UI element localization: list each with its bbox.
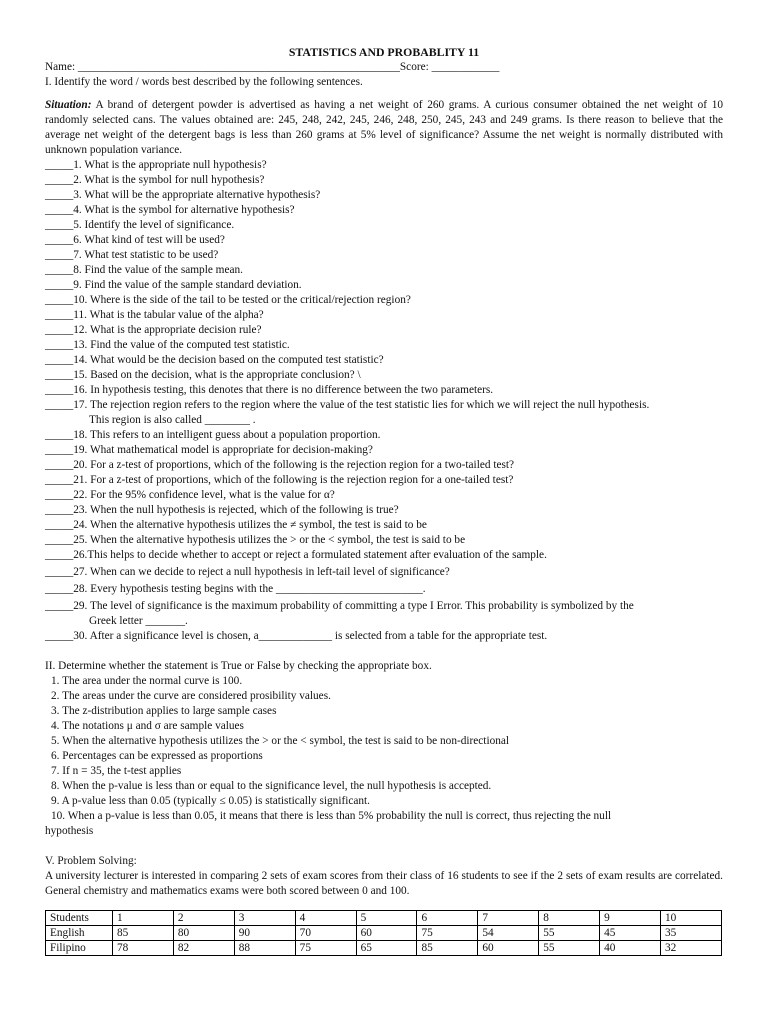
question-continuation: This region is also called ________ . — [89, 414, 256, 426]
table-cell: 32 — [661, 941, 722, 956]
name-score-line: Name: _________________________________________________________Score: ____________ — [45, 61, 500, 73]
table-cell: 45 — [600, 926, 661, 941]
situation-paragraph — [45, 98, 723, 158]
table-cell: 2 — [173, 911, 234, 926]
tf-continuation: hypothesis — [45, 825, 94, 837]
question-item: _____20. For a z-test of proportions, which of the following is the rejection region for a two-tailed test? — [45, 459, 515, 471]
question-item: _____13. Find the value of the computed test statistic. — [45, 339, 290, 351]
question-item: _____19. What mathematical model is appropriate for decision-making? — [45, 444, 373, 456]
question-item: _____10. Where is the side of the tail to be tested or the critical/rejection region? — [45, 294, 411, 306]
question-item: _____26.This helps to decide whether to accept or reject a formulated statement after evaluation of the sample. — [45, 549, 547, 561]
tf-item: 8. When the p-value is less than or equal to the significance level, the null hypothesis is accepted. — [51, 780, 492, 792]
tf-item: 1. The area under the normal curve is 100. — [51, 675, 243, 687]
part1-heading: I. Identify the word / words best described by the following sentences. — [45, 76, 363, 88]
question-item: _____6. What kind of test will be used? — [45, 234, 225, 246]
table-cell: 8 — [539, 911, 600, 926]
question-item: _____12. What is the appropriate decision rule? — [45, 324, 262, 336]
table-cell: 90 — [234, 926, 295, 941]
table-cell: 7 — [478, 911, 539, 926]
table-row-header: Students — [46, 911, 113, 926]
tf-item: 6. Percentages can be expressed as proportions — [51, 750, 263, 762]
question-item: _____22. For the 95% confidence level, what is the value for α? — [45, 489, 335, 501]
table-row — [46, 911, 722, 926]
question-item: _____27. When can we decide to reject a null hypothesis in left-tail level of significance? — [45, 566, 450, 578]
question-item: _____24. When the alternative hypothesis utilizes the ≠ symbol, the test is said to be — [45, 519, 427, 531]
table-cell: 35 — [661, 926, 722, 941]
table-cell: 1 — [113, 911, 174, 926]
worksheet-title: STATISTICS AND PROBABLITY 11 — [288, 45, 480, 59]
table-cell: 10 — [661, 911, 722, 926]
table-cell: 40 — [600, 941, 661, 956]
question-item: _____2. What is the symbol for null hypothesis? — [45, 174, 265, 186]
spacer — [45, 90, 723, 98]
table-cell: 78 — [113, 941, 174, 956]
question-item: _____16. In hypothesis testing, this denotes that there is no difference between the two parameters. — [45, 384, 494, 396]
tf-item: 10. When a p-value is less than 0.05, it means that there is less than 5% probability the null is correct, thus rejecting the null — [51, 810, 612, 822]
table-cell: 4 — [295, 911, 356, 926]
situation-label: Situation: — [45, 99, 92, 111]
question-item: _____1. What is the appropriate null hypothesis? — [45, 159, 267, 171]
tf-item: 3. The z-distribution applies to large sample cases — [51, 705, 277, 717]
tf-item: 5. When the alternative hypothesis utilizes the > or the < symbol, the test is said to be non-directional — [51, 735, 510, 747]
table-row-header: English — [46, 926, 113, 941]
question-item: _____18. This refers to an intelligent guess about a population proportion. — [45, 429, 381, 441]
question-item: _____29. The level of significance is the maximum probability of committing a type I Error. This probability is symbolized by the — [45, 600, 634, 612]
situation-text: A brand of detergent powder is advertised as having a net weight of 260 grams. A curious consumer obtained the net weight of 10 randomly selected cans. The values obtained are: 245, 248, 242, 245, 246, 248, 250, 245, 243 and 249 grams. Is there reason to believe that the average net weight of the detergent bags is less than 260 grams at 5% level of significance? Assume the net weight is normally distributed with unknown population variance. — [45, 99, 723, 156]
question-item: _____4. What is the symbol for alternative hypothesis? — [45, 204, 295, 216]
true-false-list — [45, 674, 723, 839]
question-item: _____17. The rejection region refers to the region where the value of the test statistic lies for which we will reject the null hypothesis. — [45, 399, 650, 411]
table-cell: 55 — [539, 926, 600, 941]
table-cell: 82 — [173, 941, 234, 956]
table-cell: 55 — [539, 941, 600, 956]
table-cell: 75 — [295, 941, 356, 956]
tf-item: 9. A p-value less than 0.05 (typically ≤ 0.05) is statistically significant. — [51, 795, 371, 807]
table-row — [46, 941, 722, 956]
question-continuation: Greek letter _______. — [89, 615, 188, 627]
table-cell: 60 — [478, 941, 539, 956]
question-item: _____23. When the null hypothesis is rejected, which of the following is true? — [45, 504, 399, 516]
question-item: _____14. What would be the decision based on the computed test statistic? — [45, 354, 384, 366]
table-row-header: Filipino — [46, 941, 113, 956]
question-item: _____21. For a z-test of proportions, which of the following is the rejection region for a one-tailed test? — [45, 474, 514, 486]
table-cell: 88 — [234, 941, 295, 956]
question-item: _____8. Find the value of the sample mean. — [45, 264, 243, 276]
worksheet-page — [45, 44, 723, 956]
table-cell: 85 — [113, 926, 174, 941]
part2-heading: II. Determine whether the statement is True or False by checking the appropriate box. — [45, 660, 432, 672]
question-item: _____15. Based on the decision, what is the appropriate conclusion? \ — [45, 369, 361, 381]
table-cell: 5 — [356, 911, 417, 926]
problem-text: A university lecturer is interested in comparing 2 sets of exam scores from their class of 16 students to see if the 2 sets of exam results are correlated. General chemistry and mathematics exams were both scored between 0 and 100. — [45, 870, 723, 897]
tf-item: 2. The areas under the curve are considered prosibility values. — [51, 690, 331, 702]
table-cell: 60 — [356, 926, 417, 941]
table-cell: 70 — [295, 926, 356, 941]
tf-item: 4. The notations μ and σ are sample values — [51, 720, 244, 732]
scores-table — [45, 910, 722, 956]
question-item: _____30. After a significance level is chosen, a_____________ is selected from a table for the appropriate test. — [45, 630, 548, 642]
table-cell: 6 — [417, 911, 478, 926]
spacer — [45, 839, 723, 854]
tf-item: 7. If n = 35, the t-test applies — [51, 765, 182, 777]
table-cell: 80 — [173, 926, 234, 941]
question-item: _____11. What is the tabular value of the alpha? — [45, 309, 264, 321]
question-list — [45, 158, 723, 644]
question-item: _____25. When the alternative hypothesis utilizes the > or the < symbol, the test is said to be — [45, 534, 466, 546]
question-item: _____7. What test statistic to be used? — [45, 249, 219, 261]
part5-heading: V. Problem Solving: — [45, 855, 137, 867]
table-cell: 85 — [417, 941, 478, 956]
question-item: _____9. Find the value of the sample standard deviation. — [45, 279, 302, 291]
table-cell: 9 — [600, 911, 661, 926]
spacer — [45, 644, 723, 659]
table-row — [46, 926, 722, 941]
question-item: _____28. Every hypothesis testing begins with the __________________________. — [45, 583, 426, 595]
question-item: _____3. What will be the appropriate alternative hypothesis? — [45, 189, 321, 201]
question-item: _____5. Identify the level of significance. — [45, 219, 235, 231]
table-cell: 75 — [417, 926, 478, 941]
table-cell: 3 — [234, 911, 295, 926]
table-cell: 54 — [478, 926, 539, 941]
table-cell: 65 — [356, 941, 417, 956]
